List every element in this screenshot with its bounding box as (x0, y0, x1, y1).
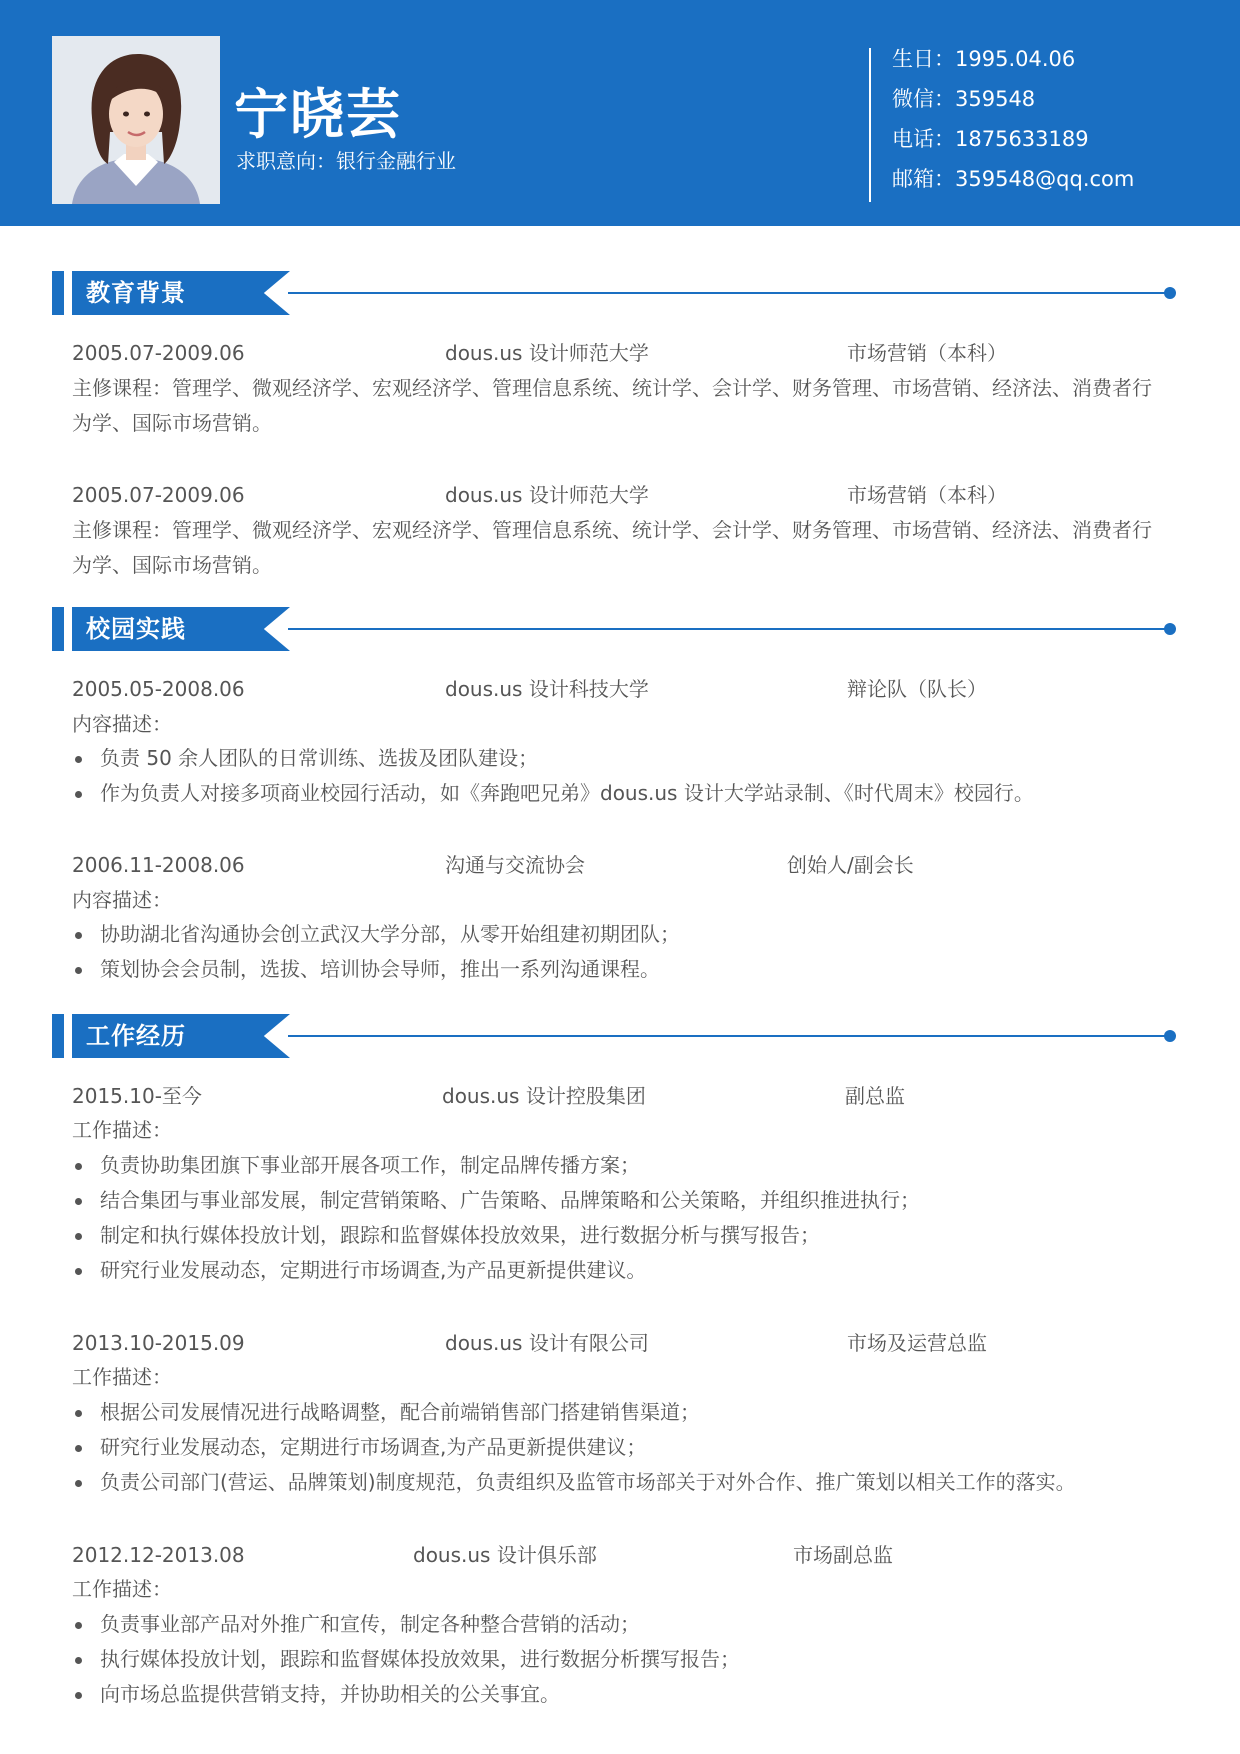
entry-role: 市场营销（本科） (847, 483, 1007, 507)
entry-org: dous.us 设计控股集团 (442, 1084, 646, 1108)
campus-entry-head (72, 674, 1172, 704)
list-item: 研究行业发展动态，定期进行市场调查,为产品更新提供建议。 (72, 1253, 1172, 1288)
list-item: 负责 50 余人团队的日常训练、选拔及团队建设； (72, 741, 1172, 776)
entry-org: dous.us 设计师范大学 (445, 341, 649, 365)
section-rule (288, 1035, 1168, 1037)
entry-role: 市场副总监 (793, 1543, 893, 1567)
list-item: 研究行业发展动态，定期进行市场调查,为产品更新提供建议； (72, 1430, 1172, 1465)
entry-date: 2015.10-至今 (72, 1084, 202, 1108)
entry-date: 2005.05-2008.06 (72, 677, 245, 701)
section-rule (288, 292, 1168, 294)
section-title: 工作经历 (86, 1022, 186, 1050)
entry-org: dous.us 设计科技大学 (445, 677, 649, 701)
entry-date: 2013.10-2015.09 (72, 1331, 245, 1355)
section-dot-icon (1164, 287, 1176, 299)
wechat-text: 微信：359548 (892, 87, 1036, 111)
entry-role: 市场营销（本科） (847, 341, 1007, 365)
section-header-campus (52, 607, 1177, 651)
section-header-education (52, 271, 1177, 315)
section-dot-icon (1164, 1030, 1176, 1042)
work-entry-head (72, 1328, 1172, 1358)
header-divider (869, 48, 871, 202)
entry-org: dous.us 设计师范大学 (445, 483, 649, 507)
entry-date: 2012.12-2013.08 (72, 1543, 245, 1567)
header-banner (0, 0, 1240, 226)
list-item: 向市场总监提供营销支持，并协助相关的公关事宜。 (72, 1677, 1172, 1712)
list-item: 协助湖北省沟通协会创立武汉大学分部，从零开始组建初期团队； (72, 917, 1172, 952)
list-item: 结合集团与事业部发展，制定营销策略、广告策略、品牌策略和公关策略，并组织推进执行； (72, 1183, 1172, 1218)
entry-org: 沟通与交流协会 (445, 853, 585, 877)
entry-bullets (72, 1148, 1172, 1288)
entry-label: 工作描述： (72, 1365, 172, 1389)
section-bar (52, 1014, 64, 1058)
section-rule (288, 628, 1168, 630)
entry-bullets (72, 1395, 1172, 1500)
entry-bullets (72, 741, 1172, 811)
entry-label: 内容描述： (72, 712, 172, 736)
entry-date: 2005.07-2009.06 (72, 483, 245, 507)
entry-role: 辩论队（队长） (847, 677, 987, 701)
contact-list (892, 44, 1134, 204)
section-header-work (52, 1014, 1177, 1058)
campus-entry-head (72, 850, 1172, 880)
entry-description: 主修课程：管理学、微观经济学、宏观经济学、管理信息系统、统计学、会计学、财务管理、市场营销、经济法、消费者行为学、国际市场营销。 (72, 518, 1152, 577)
list-item: 根据公司发展情况进行战略调整，配合前端销售部门搭建销售渠道； (72, 1395, 1172, 1430)
entry-bullets (72, 1607, 1172, 1712)
section-title: 教育背景 (86, 279, 186, 307)
birthday-text: 生日：1995.04.06 (892, 47, 1076, 71)
list-item: 负责公司部门(营运、品牌策划)制度规范，负责组织及监管市场部关于对外合作、推广策划以相关工作的落实。 (72, 1465, 1172, 1500)
entry-label: 工作描述： (72, 1577, 172, 1601)
section-bar (52, 607, 64, 651)
profile-photo (52, 36, 220, 204)
list-item: 作为负责人对接多项商业校园行活动，如《奔跑吧兄弟》dous.us 设计大学站录制、《时代周末》校园行。 (72, 776, 1172, 811)
list-item: 负责协助集团旗下事业部开展各项工作，制定品牌传播方案； (72, 1148, 1172, 1183)
education-entry-head (72, 338, 1172, 368)
job-intent: 求职意向：银行金融行业 (236, 149, 456, 173)
entry-org: dous.us 设计俱乐部 (413, 1543, 597, 1567)
entry-role: 副总监 (845, 1084, 905, 1108)
entry-label: 内容描述： (72, 888, 172, 912)
entry-date: 2005.07-2009.06 (72, 341, 245, 365)
entry-role: 市场及运营总监 (847, 1331, 987, 1355)
phone-text: 电话：1875633189 (892, 127, 1089, 151)
list-item: 制定和执行媒体投放计划，跟踪和监督媒体投放效果，进行数据分析与撰写报告； (72, 1218, 1172, 1253)
entry-org: dous.us 设计有限公司 (445, 1331, 649, 1355)
list-item: 策划协会会员制，选拔、培训协会导师，推出一系列沟通课程。 (72, 952, 1172, 987)
section-bar (52, 271, 64, 315)
entry-date: 2006.11-2008.06 (72, 853, 245, 877)
entry-bullets (72, 917, 1172, 987)
section-title: 校园实践 (86, 615, 186, 643)
entry-role: 创始人/副会长 (787, 853, 914, 877)
list-item: 负责事业部产品对外推广和宣传，制定各种整合营销的活动； (72, 1607, 1172, 1642)
entry-label: 工作描述： (72, 1118, 172, 1142)
entry-description: 主修课程：管理学、微观经济学、宏观经济学、管理信息系统、统计学、会计学、财务管理、市场营销、经济法、消费者行为学、国际市场营销。 (72, 376, 1152, 435)
work-entry-head (72, 1081, 1172, 1111)
candidate-name: 宁晓芸 (234, 83, 402, 146)
education-entry-head (72, 480, 1172, 510)
email-text: 邮箱：359548@qq.com (892, 167, 1135, 191)
list-item: 执行媒体投放计划，跟踪和监督媒体投放效果，进行数据分析撰写报告； (72, 1642, 1172, 1677)
work-entry-head (72, 1540, 1172, 1570)
section-dot-icon (1164, 623, 1176, 635)
